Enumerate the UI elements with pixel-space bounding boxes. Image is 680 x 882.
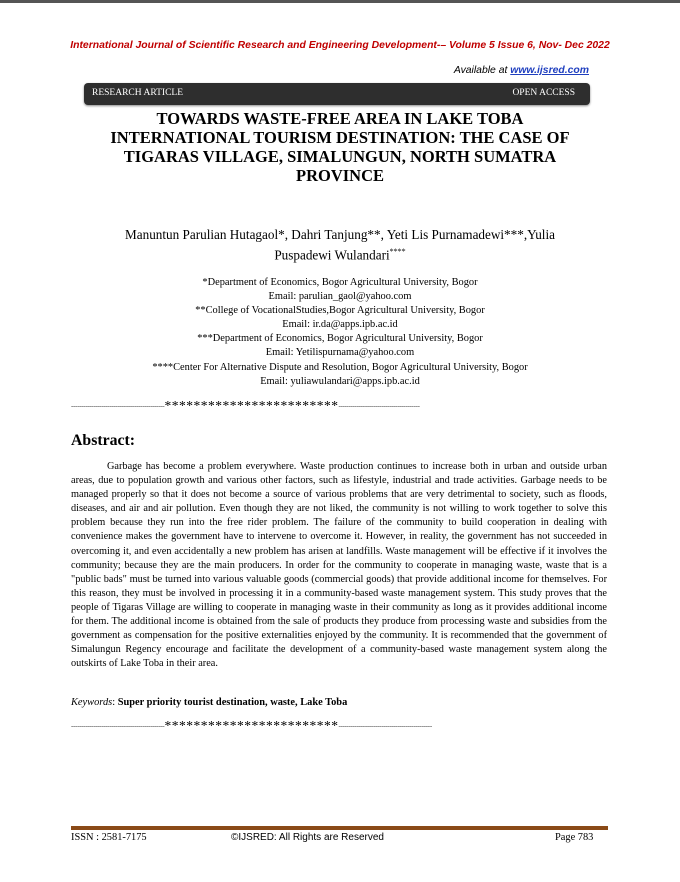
separator-dashes: ---------------------------------------- (338, 402, 420, 410)
footer-issn: ISSN : 2581-7175 (71, 832, 147, 843)
availability-line (454, 65, 589, 76)
affiliation-email: Email: yuliawulandari@apps.ipb.ac.id (260, 375, 420, 387)
author-line: Manuntun Parulian Hutagaol*, Dahri Tanjung**, Yeti Lis Purnamadewi***,Yulia (125, 227, 555, 242)
footer-rule (71, 826, 608, 830)
keywords-value: Super priority tourist destination, waste, Lake Toba (117, 697, 348, 708)
section-separator (71, 718, 432, 734)
abstract-text: Garbage has become a problem everywhere. Waste production continues to increase both in urban and outside urban areas, due to population growth and various other factors, such as lifestyle, industrial and trade activities. Garbage needs to be managed properly so that it does not become a source of various problems that are very detrimental to society, such as floods, diseases, and air and air pollution. Even though they are not liked, the community is not willing to work together to solve this problem because they run into the free rider problem. The failure of the community to build cooperation in dealing with convenience makes the government have to intervene to overcome it. However, in reality, the government has not succeeded in overcoming it, and even accidentally a new problem has arisen at landfills. Waste management will be effective if it involves the community; because they are the main producers. In order for the community to cooperate in managing waste, waste that is a "public bads" must be turned into various valuable goods (commercial goods) that provide additional income for themselves. For this reason, they must be involved in processing it in a community-based waste management system. This study proves that the people of Tigaras Village are willing to cooperate in managing waste in their community as long as it provides additional income for them. The additional income is obtained from the sale of products they produce from processing waste and subsidies from the government as compensation for the positive externalities enjoyed by the community. It is recommended that the government of Simalungun Regency encourage and facilitate the development of a community-based waste management system along the outskirts of Lake Toba in their area. (71, 461, 607, 670)
author-marker: **** (389, 247, 406, 256)
author-line (70, 243, 610, 263)
paper-title (70, 109, 610, 185)
separator-dashes: ---------------------------------------------- (71, 722, 165, 730)
affiliation-email: Email: ir.da@apps.ipb.ac.id (282, 319, 398, 331)
top-border (0, 0, 680, 3)
author-list (70, 226, 610, 263)
article-type-label: RESEARCH ARTICLE (92, 88, 184, 98)
footer-page-number: Page 783 (555, 832, 594, 843)
title-line: PROVINCE (295, 166, 384, 185)
author-name: Puspadewi Wulandari (274, 247, 390, 263)
affiliation-line: ***Department of Economics, Bogor Agricultural University, Bogor (197, 333, 483, 345)
title-line: TIGARAS VILLAGE, SIMALUNGUN, NORTH SUMATRA (123, 147, 557, 166)
affiliation-line: *Department of Economics, Bogor Agricultural University, Bogor (202, 277, 478, 288)
access-type-label: OPEN ACCESS (512, 88, 575, 98)
affiliation-line: **College of VocationalStudies,Bogor Agricultural University, Bogor (195, 305, 485, 317)
footer-copyright: ©IJSRED: All Rights are Reserved (231, 832, 384, 843)
keywords (71, 697, 607, 708)
affiliation-email: Email: Yetilispurnama@yahoo.com (265, 347, 415, 359)
separator-stars: ************************ (164, 398, 339, 413)
affiliation-line: ****Center For Alternative Dispute and Resolution, Bogor Agricultural University, Bogor (152, 361, 528, 373)
section-separator (71, 398, 420, 414)
abstract-heading: Abstract: (71, 432, 136, 449)
affiliations (70, 276, 610, 389)
separator-stars: ************************ (164, 718, 339, 733)
available-prefix: Available at (453, 65, 511, 76)
title-line: TOWARDS WASTE-FREE AREA IN LAKE TOBA (156, 109, 524, 128)
journal-header: International Journal of Scientific Research and Engineering Development-– Volume 5 Issue 6, Nov- Dec 2022 (70, 40, 610, 51)
affiliation-email: Email: parulian_gaol@yahoo.com (268, 291, 412, 303)
journal-website-link[interactable]: www.ijsred.com (510, 65, 589, 76)
title-line: INTERNATIONAL TOURISM DESTINATION: THE CASE OF (110, 128, 570, 147)
keywords-colon: : (112, 697, 118, 708)
separator-dashes: ---------------------------------------------- (71, 402, 165, 410)
keywords-label: Keywords (71, 697, 113, 708)
article-banner (84, 83, 590, 105)
separator-dashes: ---------------------------------------------- (338, 722, 432, 730)
